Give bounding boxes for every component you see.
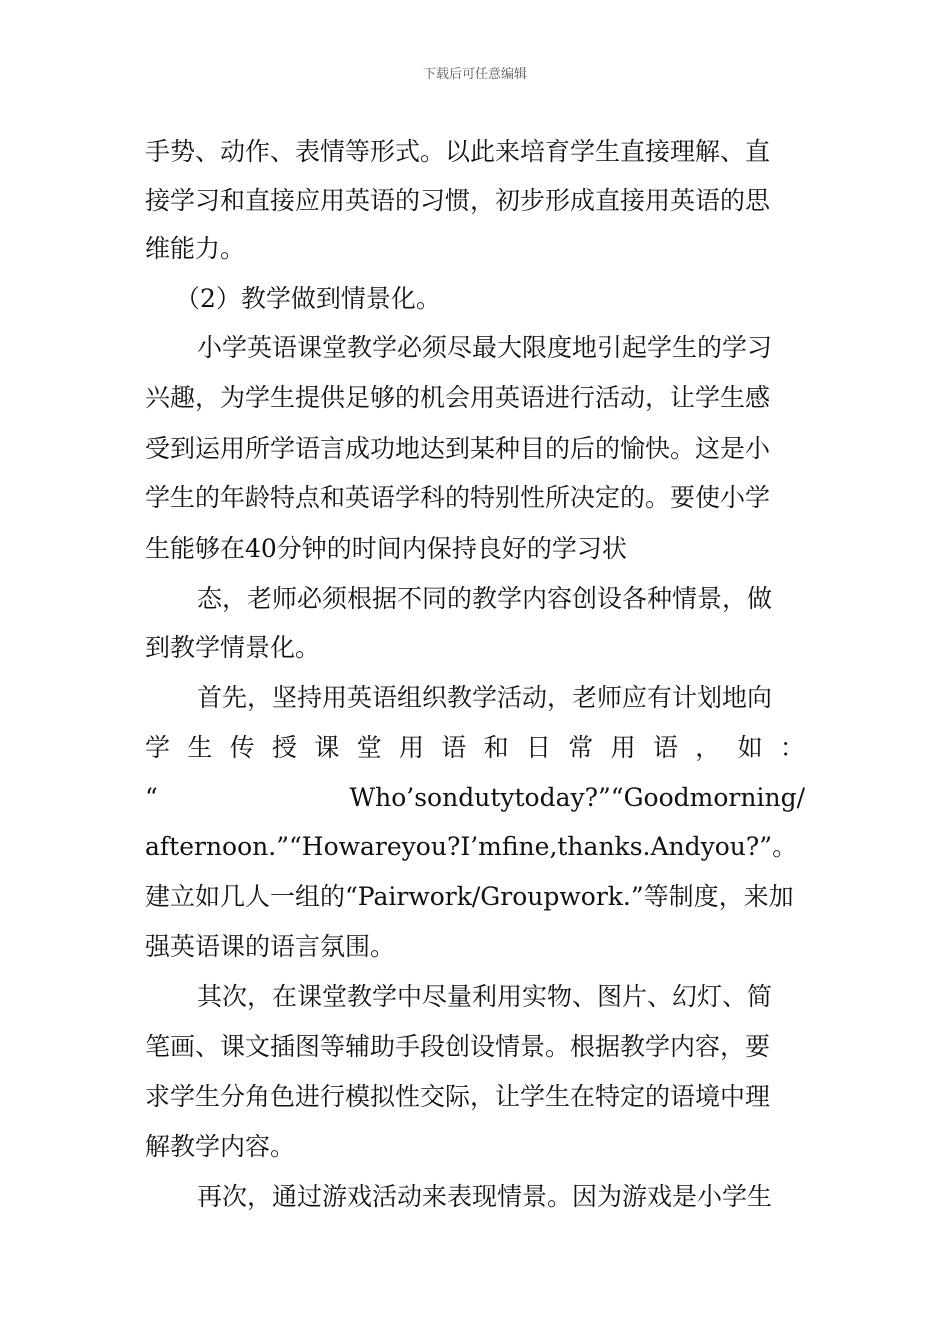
text-line: 首先，坚持用英语组织教学活动，老师应有计划地向 (197, 683, 773, 712)
text-line: 小学英语课堂教学必须尽最大限度地引起学生的学习 (197, 333, 773, 362)
text-segment: 学 (145, 733, 171, 762)
text-segment: Who’sondutytoday?”“Goodmorning/ (349, 783, 805, 812)
text-segment: 常 (568, 733, 594, 762)
text-segment: 日 (525, 733, 551, 762)
text-line-justified (145, 781, 805, 815)
text-line: 求学生分角色进行模拟性交际，让学生在特定的语境中理 (145, 1082, 771, 1111)
text-line: 到教学情景化。 (145, 633, 321, 662)
text-line: 再次，通过游戏活动来表现情景。因为游戏是小学生 (197, 1182, 773, 1211)
text-segment: 生 (187, 733, 213, 762)
text-segment: 和 (483, 733, 509, 762)
text-line: 手势、动作、表情等形式。以此来培育学生直接理解、直 (145, 137, 771, 166)
text-segment: ， (695, 733, 721, 762)
text-segment: 语 (652, 733, 678, 762)
text-segment: “ (145, 783, 158, 812)
text-line: 受到运用所学语言成功地达到某种目的后的愉快。这是小 (145, 434, 771, 463)
text-segment: 授 (271, 733, 297, 762)
text-segment: 用 (610, 733, 636, 762)
text-line: 生能够在40分钟的时间内保持良好的学习状 (145, 534, 627, 563)
text-segment: 传 (229, 733, 255, 762)
text-segment: 如 (737, 733, 763, 762)
text-segment: 用 (398, 733, 424, 762)
text-segment: 课 (314, 733, 340, 762)
text-segment: ： (779, 733, 805, 762)
page-header: 下载后可任意编辑 (422, 67, 527, 82)
text-segment: 堂 (356, 733, 382, 762)
text-line: 建立如几人一组的“Pairwork/Groupwork.”等制度，来加 (145, 882, 794, 911)
text-line: afternoon.”“Howareyou?I’mfine,thanks.Andyou?”。 (145, 832, 798, 861)
text-line: 其次，在课堂教学中尽量利用实物、图片、幻灯、简 (197, 982, 773, 1011)
text-line: 解教学内容。 (145, 1132, 296, 1161)
text-line: 维能力。 (145, 234, 246, 263)
text-line: 笔画、课文插图等辅助手段创设情景。根据教学内容，要 (145, 1032, 771, 1061)
section-heading: （2）教学做到情景化。 (175, 284, 441, 313)
text-line: 强英语课的语言氛围。 (145, 932, 396, 961)
text-line: 兴趣，为学生提供足够的机会用英语进行活动，让学生感 (145, 383, 771, 412)
text-line: 接学习和直接应用英语的习惯，初步形成直接用英语的思 (145, 186, 771, 215)
text-line: 学生的年龄特点和英语学科的特别性所决定的。要使小学 (145, 483, 771, 512)
text-line-justified (145, 731, 805, 765)
text-segment: 语 (441, 733, 467, 762)
text-line: 态，老师必须根据不同的教学内容创设各种情景，做 (197, 584, 773, 613)
